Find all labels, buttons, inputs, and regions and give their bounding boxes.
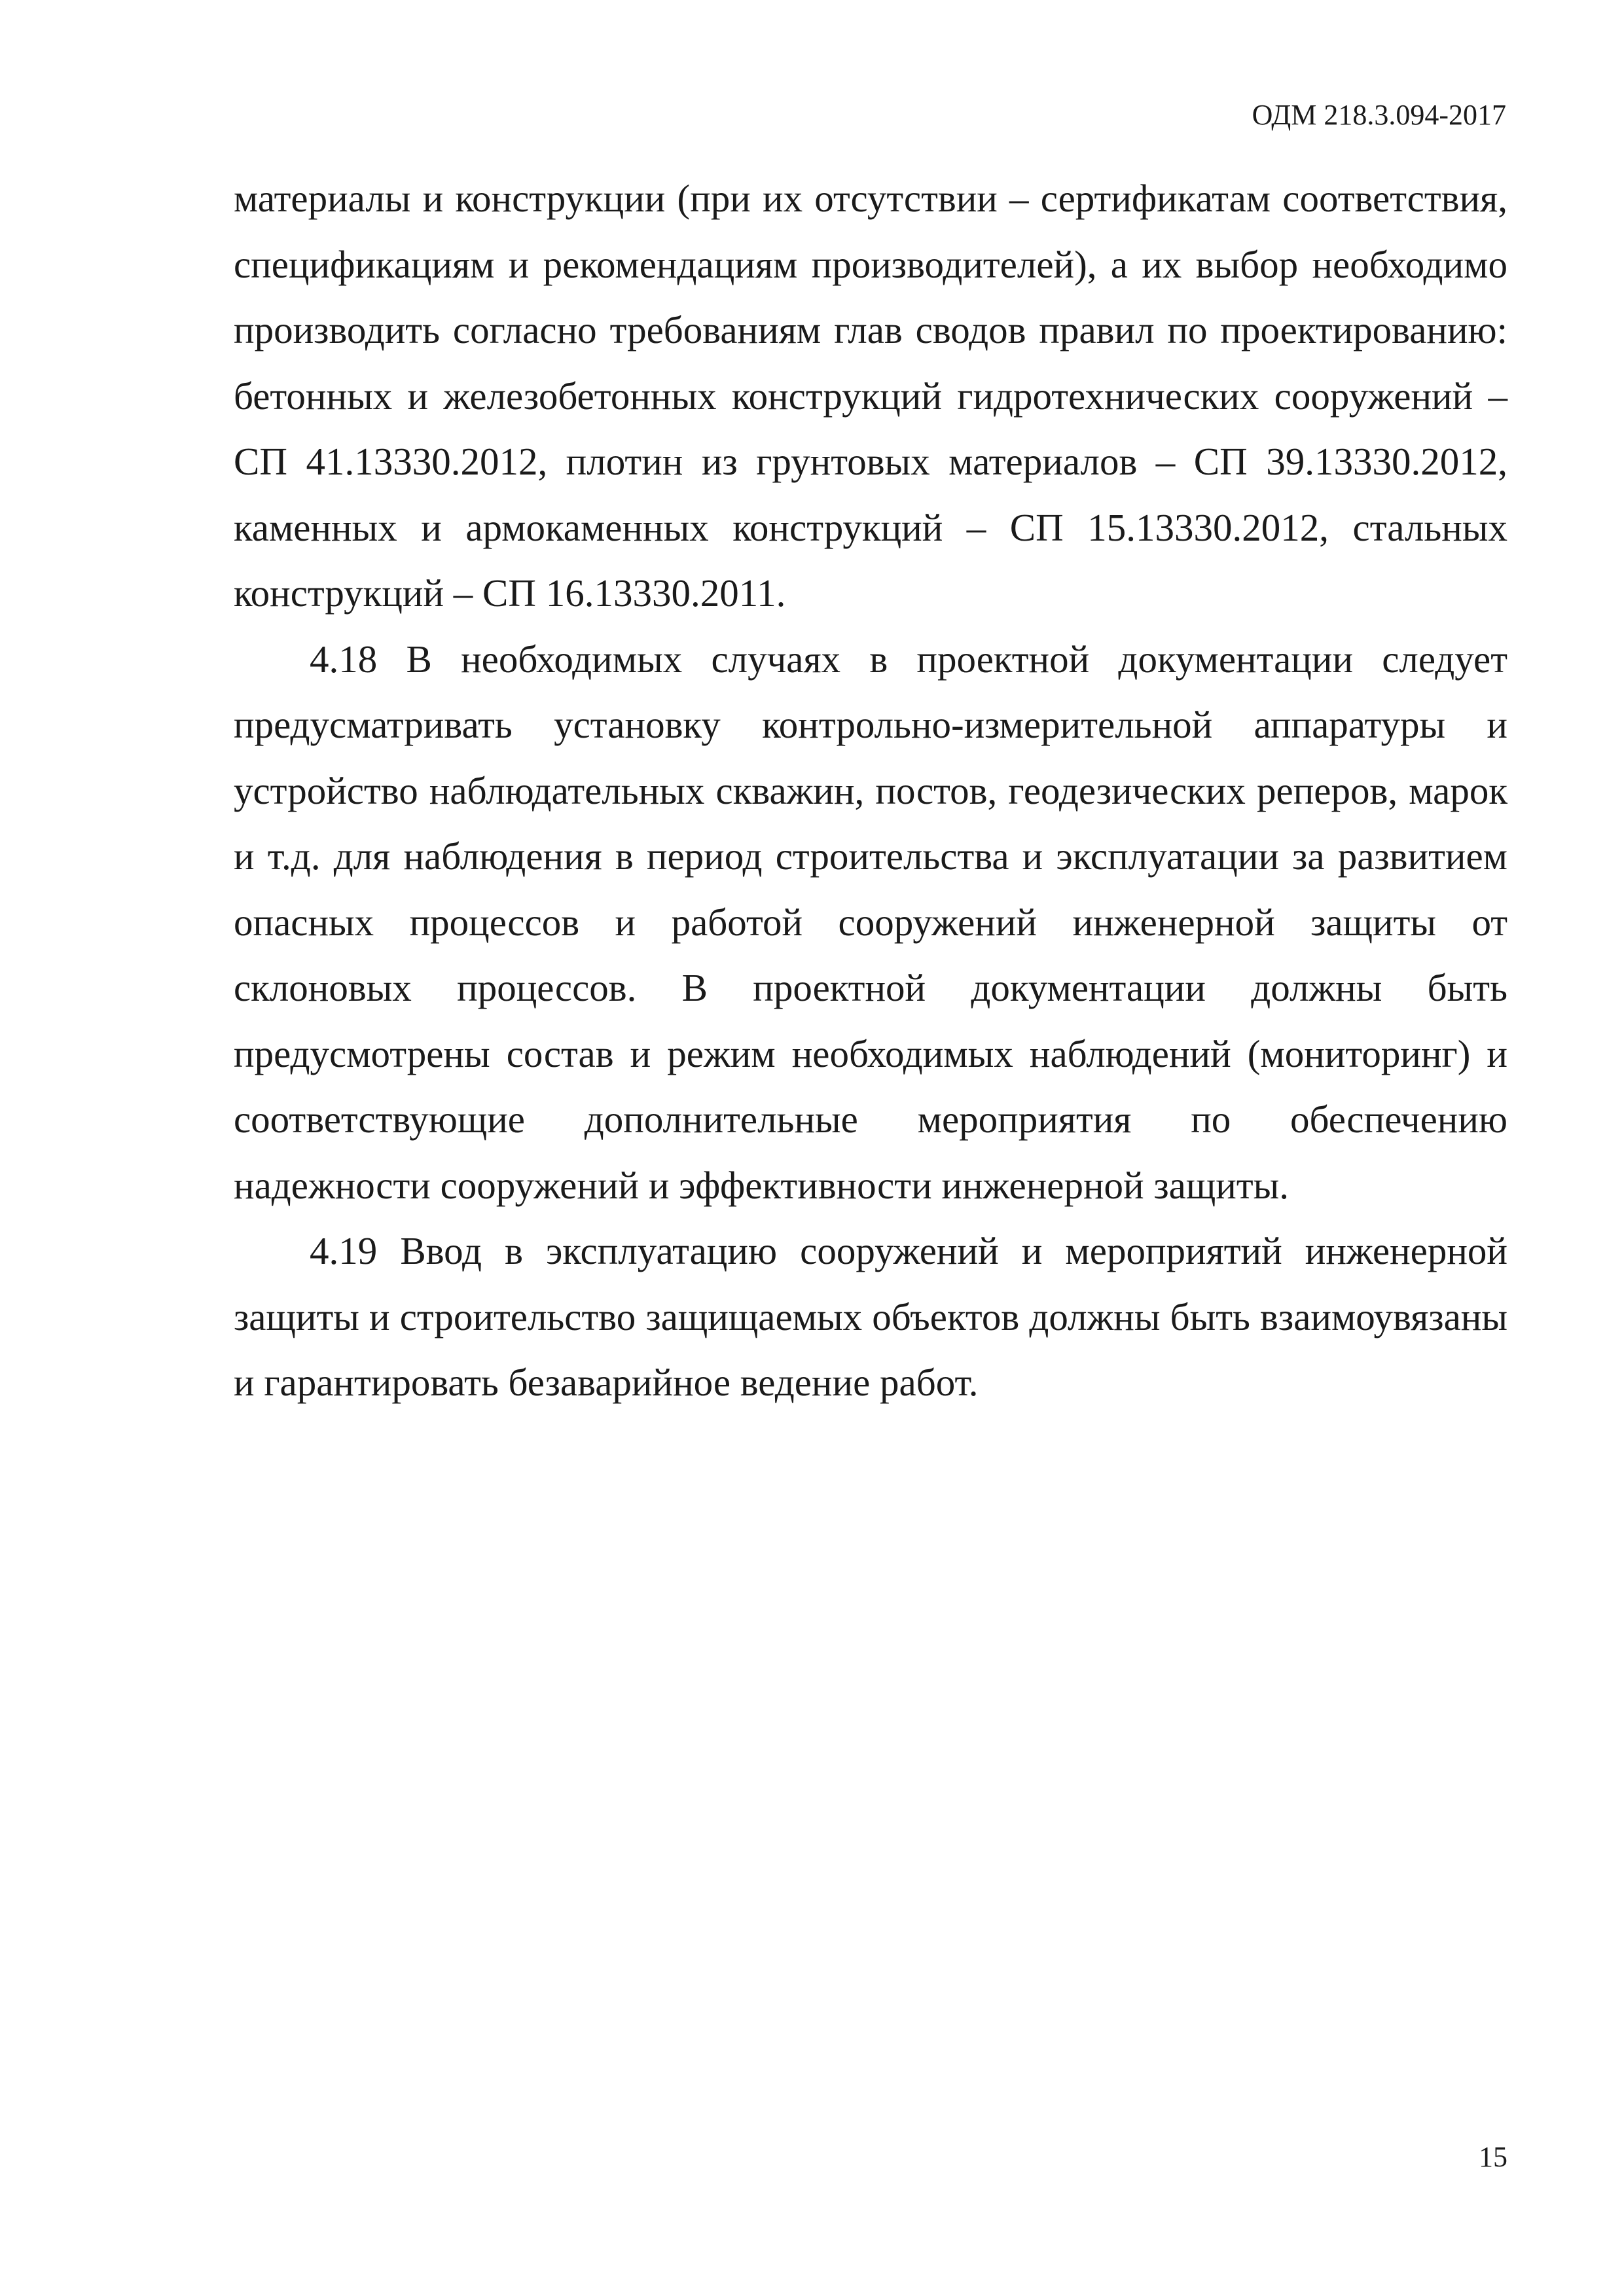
paragraph-continuation: материалы и конструкции (при их отсутствии – сертификатам соответствия, спецификациям и рекомендациям производителей), а их выбор необходимо производить согласно требованиям глав сводов правил по проектированию: бетонных и железобетонных конструкций гидротехнических сооружений – СП 41.13330.2012, плотин из грунтовых материалов – СП 39.13330.2012, каменных и армокаменных конструкций – СП 15.13330.2012, стальных конструкций – СП 16.13330.2011. bbox=[234, 177, 1507, 615]
document-code-header: ОДМ 218.3.094-2017 bbox=[1252, 99, 1506, 131]
page-body bbox=[234, 166, 1507, 1416]
paragraph-4-19: 4.19 Ввод в эксплуатацию сооружений и мероприятий инженерной защиты и строительство защищаемых объектов должны быть взаимоувязаны и гарантировать безаварийное ведение работ. bbox=[234, 1229, 1507, 1404]
page-number: 15 bbox=[1479, 2141, 1507, 2173]
paragraph-4-18: 4.18 В необходимых случаях в проектной документации следует предусматривать установку контрольно-измерительной аппаратуры и устройство наблюдательных скважин, постов, геодезических реперов, марок и т.д. для наблюдения в период строительства и эксплуатации за развитием опасных процессов и работой сооружений инженерной защиты от склоновых процессов. В проектной документации должны быть предусмотрены состав и режим необходимых наблюдений (мониторинг) и соответствующие дополнительные мероприятия по обеспечению надежности сооружений и эффективности инженерной защиты. bbox=[234, 637, 1507, 1207]
